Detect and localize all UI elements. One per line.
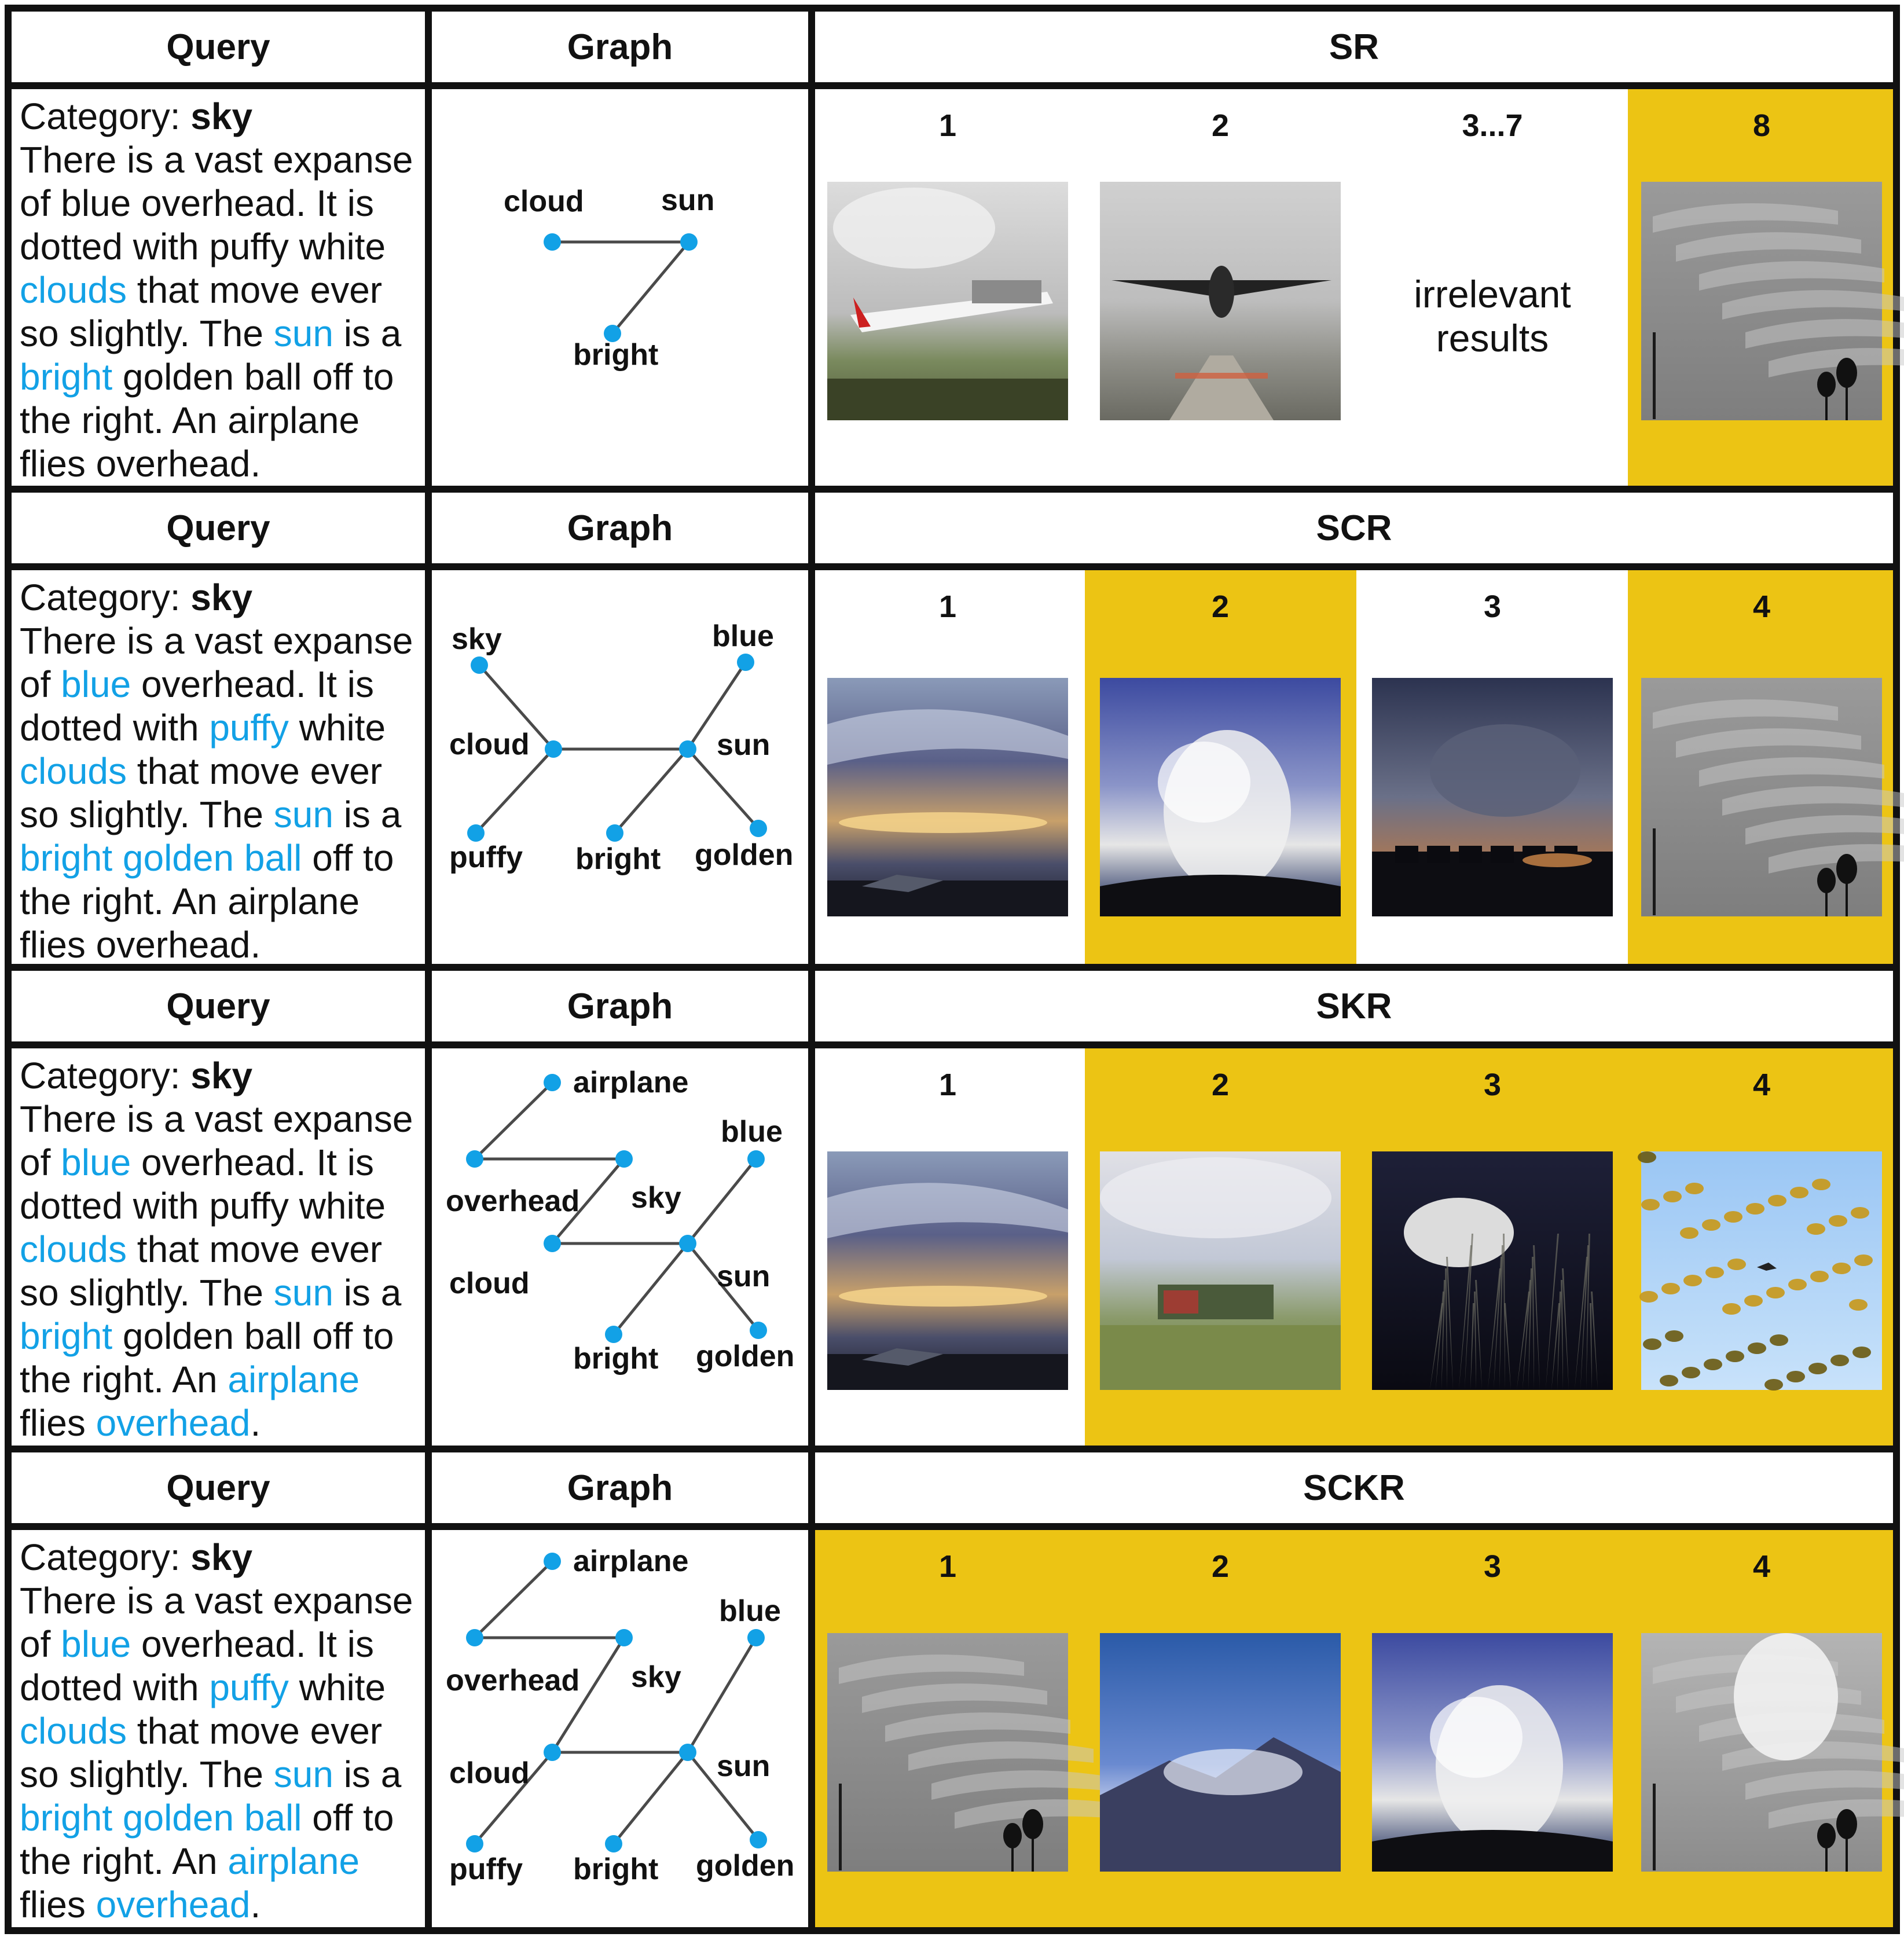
result-image-storm <box>1100 678 1341 916</box>
result-image-leaves <box>1638 1151 1882 1391</box>
graph-node <box>680 233 698 251</box>
graph-label: cloud <box>504 185 584 218</box>
result-rank: 2 <box>1211 1549 1230 1584</box>
category-value: sky <box>190 96 253 137</box>
highlighted-term: blue <box>61 1623 131 1665</box>
graph-label: bright <box>573 1342 659 1375</box>
query-fragment: golden ball off to the right. An <box>20 1315 394 1400</box>
highlighted-term: airplane <box>228 1840 360 1882</box>
query-fragment: flies <box>20 1402 96 1444</box>
graph-label: cloud <box>449 1267 530 1300</box>
graph-label: bright <box>573 1852 659 1886</box>
graph-node <box>615 1629 633 1646</box>
graph-label: golden <box>695 838 794 872</box>
graph-label: golden <box>696 1849 795 1883</box>
result-image-storm2 <box>1372 1633 1613 1872</box>
method-header: SCKR <box>1303 1468 1405 1508</box>
query-fragment: flies <box>20 1884 96 1925</box>
category-label: Category: <box>20 1536 191 1578</box>
graph-label: airplane <box>573 1066 689 1099</box>
query-text <box>20 1054 424 1445</box>
query-fragment: overhead. It is dotted with puffy white <box>20 1142 386 1227</box>
query-fragment: off to the right. An <box>20 1797 394 1882</box>
result-rank: 2 <box>1211 589 1230 624</box>
graph-node <box>679 740 696 758</box>
graph-node <box>750 1322 767 1339</box>
highlighted-term: clouds <box>20 750 127 792</box>
highlighted-term: sun <box>273 313 333 354</box>
category-value: sky <box>190 577 253 618</box>
graph-node <box>679 1744 696 1761</box>
result-rank: 3 <box>1483 1067 1502 1102</box>
graph-node <box>605 1326 622 1343</box>
query-fragment: is a <box>333 313 402 354</box>
result-rank: 1 <box>938 589 957 624</box>
highlighted-term: puffy <box>209 1667 289 1708</box>
graph-label: sun <box>717 728 771 762</box>
query-fragment: that move ever so slightly. The <box>20 1228 383 1314</box>
result-rank: 1 <box>938 108 957 143</box>
query-fragment: There is a vast expanse of <box>20 1098 413 1183</box>
graph-label: blue <box>712 619 774 653</box>
method-header: SKR <box>1316 986 1392 1026</box>
result-image-plane2 <box>1100 182 1341 420</box>
graph-node <box>737 654 754 671</box>
query-fragment: is a <box>333 1272 402 1314</box>
query-fragment: . <box>250 1884 261 1925</box>
query-fragment: There is a vast expanse of <box>20 1580 413 1665</box>
highlighted-term: overhead <box>96 1884 251 1925</box>
graph-node <box>747 1150 765 1168</box>
result-image-graysky <box>1641 182 1904 420</box>
result-rank: 2 <box>1211 108 1230 143</box>
graph-column-header: Graph <box>567 986 673 1026</box>
result-rank: 8 <box>1752 108 1771 143</box>
graph-node <box>750 820 767 837</box>
graph-node <box>467 824 485 842</box>
graph-label: bright <box>573 338 659 372</box>
category-label: Category: <box>20 1055 191 1096</box>
graph-node <box>747 1629 765 1646</box>
query-column-header: Query <box>166 1468 270 1508</box>
highlighted-term: clouds <box>20 269 127 311</box>
query-fragment: that move ever so slightly. The <box>20 1710 383 1795</box>
query-fragment: that move ever so slightly. The <box>20 750 383 835</box>
method-header: SCR <box>1316 508 1392 548</box>
graph-label: cloud <box>449 728 530 761</box>
query-fragment: overhead. It is dotted with <box>20 1623 374 1708</box>
result-image-airfield <box>1100 1151 1341 1390</box>
query-fragment: is a <box>333 1753 402 1795</box>
query-text <box>20 1536 424 1927</box>
category-label: Category: <box>20 577 191 618</box>
highlighted-term: puffy <box>209 707 289 749</box>
result-rank: 2 <box>1211 1067 1230 1102</box>
graph-node <box>544 1744 561 1761</box>
highlighted-term: clouds <box>20 1228 127 1270</box>
result-image-plane1 <box>827 182 1068 420</box>
category-label: Category: <box>20 96 191 137</box>
result-rank: 1 <box>938 1549 957 1584</box>
query-column-header: Query <box>166 508 270 548</box>
graph-label: sun <box>661 184 715 217</box>
result-image-sunset <box>827 678 1068 916</box>
result-image-graysky <box>1641 678 1904 916</box>
result-rank: 1 <box>938 1067 957 1102</box>
query-fragment: overhead. It is dotted with <box>20 663 374 749</box>
highlighted-term: blue <box>61 1142 131 1183</box>
highlighted-term: clouds <box>20 1710 127 1752</box>
graph-column-header: Graph <box>567 508 673 548</box>
query-fragment: is a <box>333 794 402 835</box>
result-rank: 4 <box>1752 589 1771 624</box>
result-image-dusk <box>1372 678 1613 916</box>
category-value: sky <box>190 1536 253 1578</box>
query-fragment: that move ever so slightly. The <box>20 269 383 354</box>
result-image-bluemtn <box>1100 1633 1341 1872</box>
graph-node <box>679 1235 696 1252</box>
highlighted-term: airplane <box>228 1359 360 1400</box>
graph-node <box>466 1150 483 1168</box>
graph-label: sky <box>631 1660 681 1694</box>
graph-label: blue <box>719 1594 781 1628</box>
highlighted-term: sun <box>273 794 333 835</box>
query-fragment: There is a vast expanse of blue overhead. It is dotted with puffy white <box>20 139 413 267</box>
highlighted-term: sun <box>273 1753 333 1795</box>
graph-node <box>544 1553 561 1570</box>
query-column-header: Query <box>166 986 270 1026</box>
irrelevant-results-note: irrelevant results <box>1414 273 1571 359</box>
query-text <box>20 576 424 967</box>
category-value: sky <box>190 1055 253 1096</box>
graph-node <box>615 1150 633 1168</box>
result-rank: 3 <box>1483 589 1502 624</box>
highlighted-term: bright golden ball <box>20 1797 302 1839</box>
result-rank: 3...7 <box>1462 108 1523 143</box>
graph-label: blue <box>721 1115 783 1149</box>
query-fragment: white <box>288 707 386 749</box>
graph-node <box>545 740 562 758</box>
graph-node <box>544 1235 561 1252</box>
highlighted-term: sun <box>273 1272 333 1314</box>
result-image-night <box>1372 1151 1613 1390</box>
graph-label: overhead <box>446 1184 580 1218</box>
result-image-brightgray <box>1641 1633 1904 1872</box>
highlighted-term: overhead <box>96 1402 251 1444</box>
highlighted-term: bright <box>20 1315 113 1357</box>
result-image-sunset <box>827 1151 1068 1390</box>
query-fragment: . <box>250 1402 261 1444</box>
graph-column-header: Graph <box>567 27 673 67</box>
graph-node <box>750 1831 767 1848</box>
result-rank: 3 <box>1483 1549 1502 1584</box>
result-rank: 4 <box>1752 1067 1771 1102</box>
graph-label: overhead <box>446 1664 580 1697</box>
query-text <box>20 95 424 486</box>
graph-label: puffy <box>449 841 523 874</box>
method-header: SR <box>1329 27 1380 67</box>
graph-node <box>544 1074 561 1091</box>
graph-label: sun <box>717 1260 771 1293</box>
graph-label: bright <box>575 842 661 876</box>
query-graph <box>544 233 698 342</box>
graph-node <box>466 1629 483 1646</box>
highlighted-term: blue <box>61 663 131 705</box>
graph-label: sky <box>631 1181 681 1215</box>
highlighted-term: bright <box>20 356 113 398</box>
graph-label: puffy <box>449 1852 523 1886</box>
graph-node <box>606 824 623 842</box>
highlighted-term: bright golden ball <box>20 837 302 879</box>
query-fragment: golden ball off to the right. An airplane flies overhead. <box>20 356 394 485</box>
query-fragment: white <box>288 1667 386 1708</box>
query-fragment: off to the right. An airplane flies overhead. <box>20 837 394 966</box>
graph-column-header: Graph <box>567 1468 673 1508</box>
graph-node <box>471 656 488 674</box>
result-rank: 4 <box>1752 1549 1771 1584</box>
graph-node <box>605 1835 622 1852</box>
graph-label: golden <box>696 1340 795 1373</box>
graph-label: cloud <box>449 1756 530 1790</box>
graph-node <box>544 233 561 251</box>
graph-label: sun <box>717 1749 771 1783</box>
graph-label: sky <box>452 622 502 656</box>
graph-node <box>466 1835 483 1852</box>
graph-label: airplane <box>573 1545 689 1578</box>
query-column-header: Query <box>166 27 270 67</box>
query-fragment: There is a vast expanse of <box>20 620 413 705</box>
